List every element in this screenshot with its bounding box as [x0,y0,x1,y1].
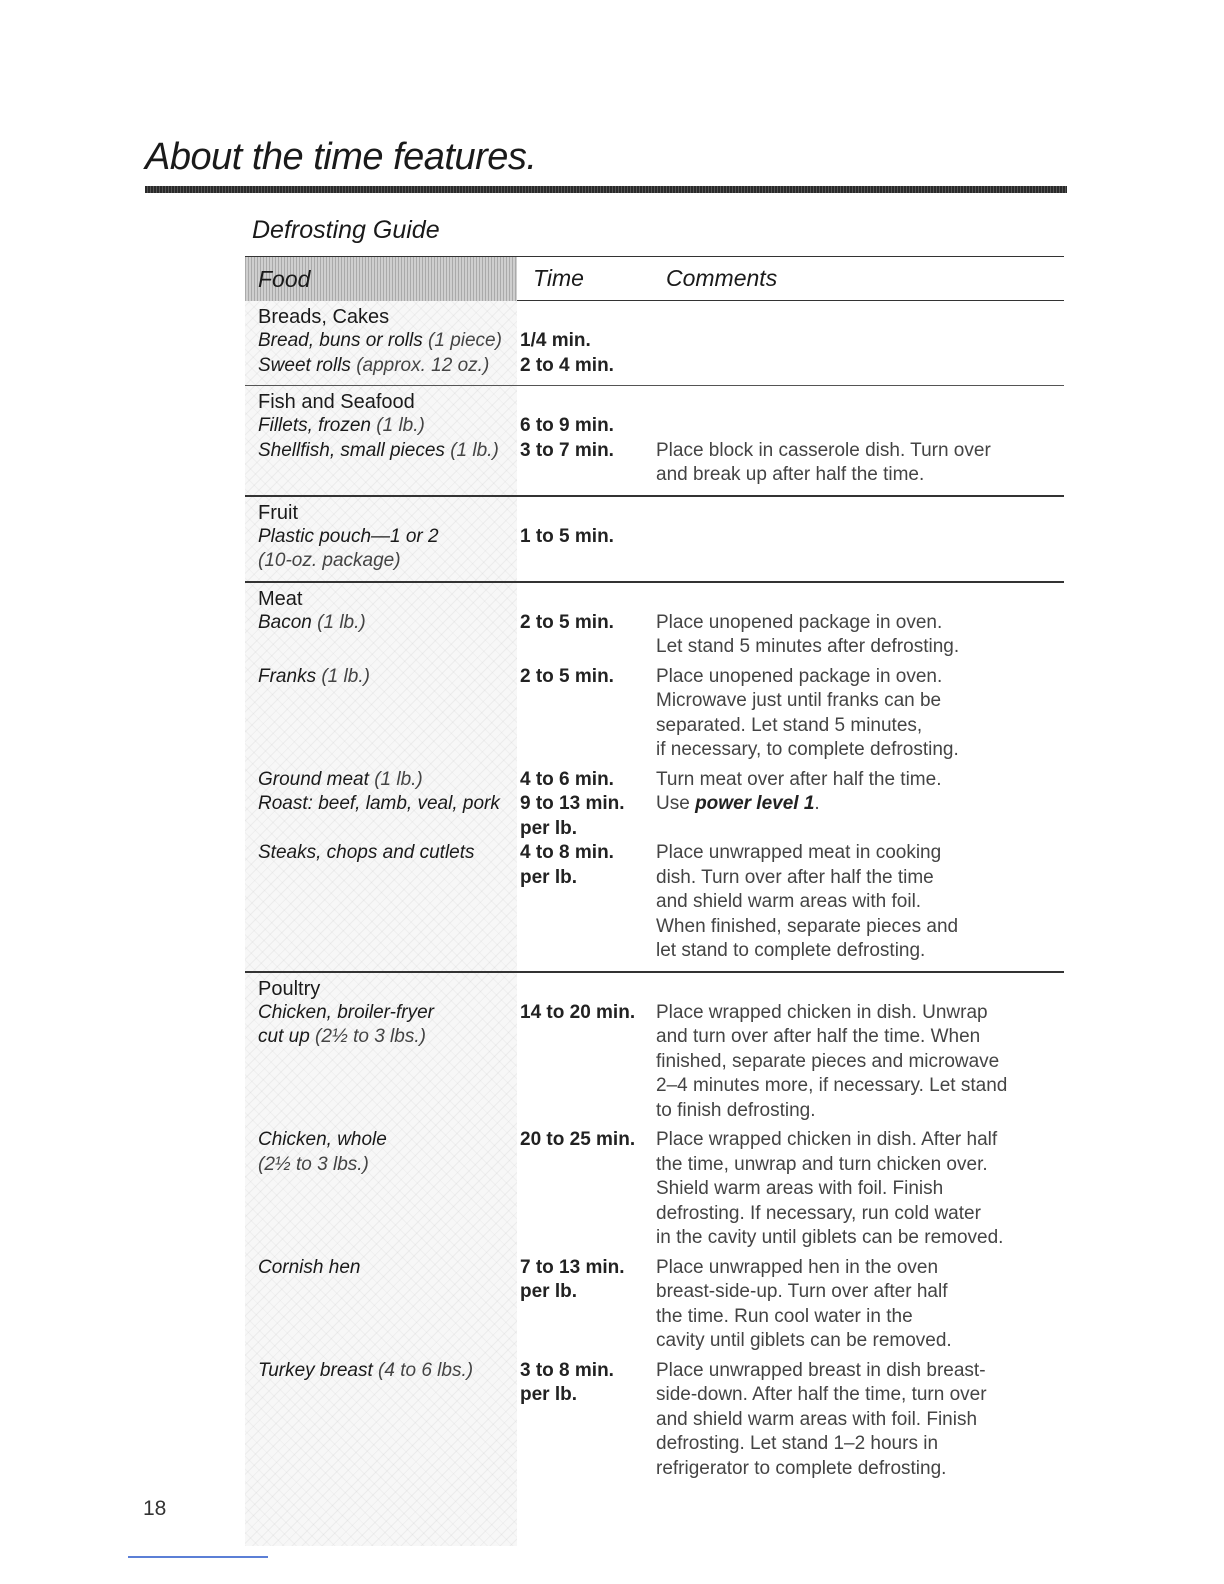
comments-cell [656,549,1051,574]
group-name: Fruit [258,501,298,524]
comments-cell [656,329,1051,354]
food-cell [245,414,520,439]
comments-cell: Place wrapped chicken in dish. After half the time, unwrap and turn chicken over. Shield warm areas with foil. Finish defrosting. If necessary, run cold water in the cavity until giblets can be removed. [656,1129,1004,1248]
group-meat [245,583,1064,973]
comments-cell: Turn meat over after half the time. [656,768,942,790]
food-cell [245,1001,520,1124]
time-cell: 2 to 5 min. [520,611,614,633]
food-quantity: (1 lb.) [450,439,499,461]
group-poultry [245,973,1064,1489]
header-time-label: Time [533,265,584,291]
header-food-cell [245,256,517,301]
food-name-line2: cut up [258,1026,310,1047]
time-cell: 1/4 min. [520,330,591,351]
comments-cell: Place unwrapped hen in the oven breast-side-up. Turn over after half the time. Run cool water in the cavity until giblets can be removed. [656,1256,952,1351]
time-cell: 6 to 9 min. [520,415,614,436]
food-name: Chicken, whole [258,1129,387,1150]
page-number: 18 [143,1497,167,1520]
food-cell [245,1256,520,1354]
table-row [245,354,1064,379]
table-row [245,768,1064,793]
title-rule [145,186,1067,193]
table-row [245,439,1064,488]
table-row [245,525,1064,550]
food-name: Fillets, frozen [258,415,371,436]
time-cell: 20 to 25 min. [520,1129,636,1150]
food-quantity: (1 lb.) [374,768,423,790]
food-cell [245,549,520,574]
comments-prefix: Use [656,793,696,814]
comments-cell: Place unwrapped meat in cooking dish. Turn over after half the time and shield warm areas with foil. When finished, separate pieces and let stand to complete defrosting. [656,842,959,961]
time-cell: 1 to 5 min. [520,525,614,547]
table-row [245,414,1064,439]
table-row [245,792,1064,841]
table-row [245,1128,1064,1251]
food-name: Sweet rolls [258,354,351,376]
food-cell [245,354,520,379]
time-cell [520,549,656,574]
time-cell: 9 to 13 min. per lb. [520,793,625,839]
time-cell: 2 to 4 min. [520,354,614,376]
food-quantity: (2½ to 3 lbs.) [315,1026,426,1047]
comments-cell: Place wrapped chicken in dish. Unwrap and turn over after half the time. When finished, separate pieces and microwave 2–4 minutes more, if necessary. Let stand to finish defrosting. [656,1001,1008,1121]
food-quantity: (4 to 6 lbs.) [378,1359,474,1381]
table-row [245,1001,1064,1124]
food-cell [245,792,520,841]
food-cell [245,525,520,550]
food-name: Turkey breast [258,1359,373,1381]
comments-cell [656,525,1051,550]
time-cell: 3 to 7 min. [520,439,614,461]
food-quantity: (approx. 12 oz.) [356,354,490,376]
food-quantity: (1 lb.) [376,415,425,436]
table-row [245,665,1064,763]
food-cell [245,329,520,354]
group-name: Poultry [258,977,321,1000]
food-quantity: (10-oz. package) [258,550,401,571]
food-name: Franks [258,665,317,687]
section-title: Defrosting Guide [252,216,440,244]
table-row [245,329,1064,354]
header-food-label: Food [258,266,311,292]
page-title: About the time features. [145,136,537,178]
comments-suffix: . [814,793,820,814]
table-row [245,611,1064,660]
table-row [245,841,1064,964]
food-quantity: (1 piece) [428,330,502,351]
time-cell: 3 to 8 min. per lb. [520,1359,614,1405]
group-name: Breads, Cakes [258,306,390,328]
food-name: Cornish hen [258,1256,361,1278]
table-row [245,1256,1064,1354]
comments-cell [656,354,1051,379]
food-cell [245,611,520,660]
food-name: Chicken, broiler-fryer [258,1001,434,1023]
food-name: Plastic pouch—1 or 2 [258,525,439,547]
comments-cell: Place block in casserole dish. Turn over and break up after half the time. [656,439,991,485]
group-fish-seafood [245,386,1064,497]
food-name: Ground meat [258,768,369,790]
header-comments-label: Comments [666,265,778,291]
comments-cell: Place unopened package in oven. Let stand 5 minutes after defrosting. [656,611,960,657]
table-row [245,549,1064,574]
comments-cell [656,414,1051,439]
food-name: Roast: beef, lamb, veal, pork [258,793,500,814]
time-cell: 14 to 20 min. [520,1001,636,1023]
food-quantity: (2½ to 3 lbs.) [258,1153,369,1175]
time-cell: 2 to 5 min. [520,665,614,687]
header-top-rule [517,256,1064,257]
food-cell [245,768,520,793]
food-name: Bacon [258,611,312,633]
food-cell [245,665,520,763]
food-name: Shellfish, small pieces [258,439,445,461]
group-name: Fish and Seafood [258,391,415,413]
food-name: Bread, buns or rolls [258,330,423,351]
comments-cell: Place unopened package in oven. Microwave just until franks can be separated. Let stand 5 minutes, if necessary, to complete defrosting. [656,665,959,760]
food-name: Steaks, chops and cutlets [258,842,475,863]
time-cell: 7 to 13 min. per lb. [520,1256,625,1302]
time-cell: 4 to 8 min. per lb. [520,842,614,888]
comments-cell [656,792,1051,841]
table-header [245,256,1064,301]
food-quantity: (1 lb.) [321,665,370,687]
food-cell [245,439,520,488]
food-cell [245,1128,520,1251]
food-quantity: (1 lb.) [317,611,366,633]
group-breads-cakes [245,301,1064,386]
food-cell [245,841,520,964]
comments-cell: Place unwrapped breast in dish breast- side-down. After half the time, turn over and shield warm areas with foil. Finish defrosting. Let stand 1–2 hours in refrigerator to complete defrosting. [656,1359,987,1479]
time-cell: 4 to 6 min. [520,768,614,790]
footer-link-rule [128,1556,268,1558]
food-cell [245,1359,520,1482]
group-name: Meat [258,587,303,610]
table-row [245,1359,1064,1482]
defrosting-guide-table [245,256,1064,1488]
power-level-emphasis: power level 1 [695,793,815,814]
group-fruit [245,497,1064,583]
